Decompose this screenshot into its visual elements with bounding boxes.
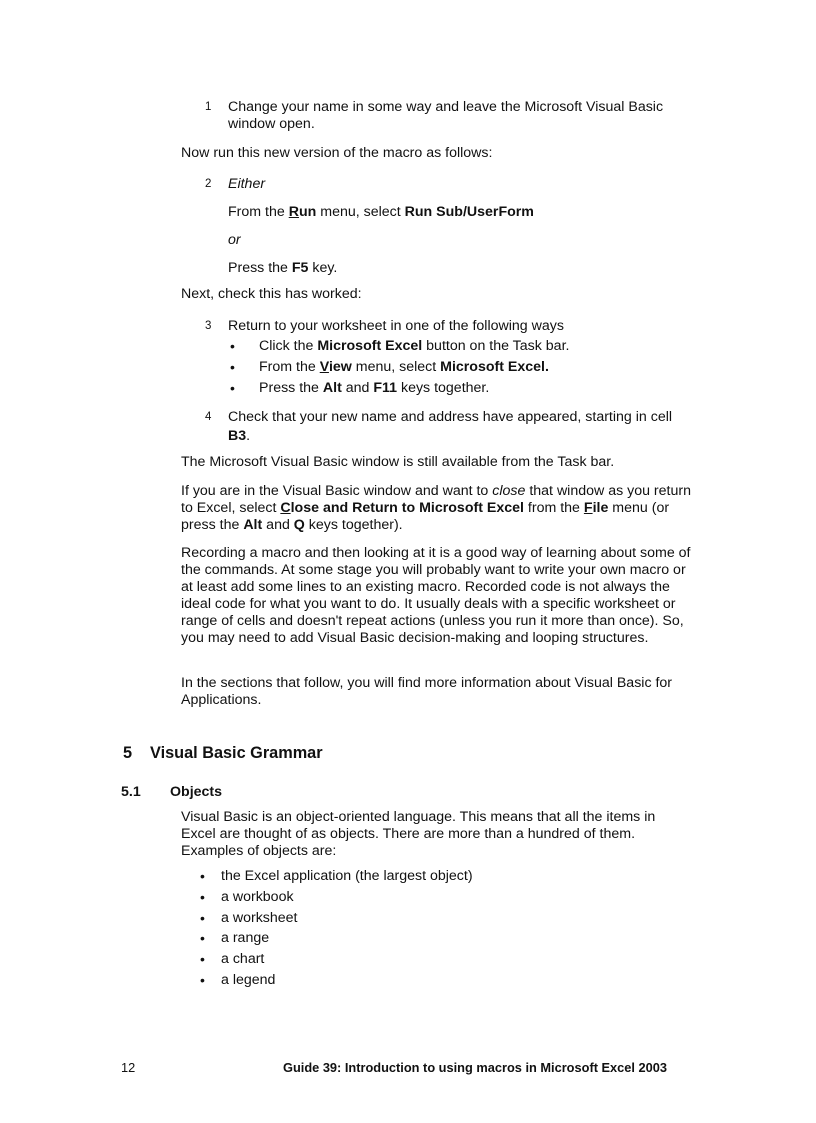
text-run: key. — [308, 260, 338, 276]
list-item: a legend — [221, 972, 276, 988]
step-number: 4 — [205, 411, 212, 423]
text-run: menu, select — [316, 204, 405, 220]
subsection-number: 5.1 — [121, 784, 141, 800]
text-run: From the — [228, 204, 289, 220]
text-run: menu, select — [351, 359, 441, 375]
sections-paragraph: In the sections that follow, you will find more information about Visual Basic for Applications. — [181, 675, 673, 708]
text-run: Click the — [259, 338, 318, 354]
check-intro: Next, check this has worked: — [181, 286, 362, 302]
menu-name: un — [298, 204, 317, 220]
bullet: • — [230, 380, 235, 396]
bullet: • — [230, 359, 235, 375]
text-run: Check that your new name and address have appeared, starting in cell — [228, 409, 673, 425]
button-name: Microsoft Excel — [317, 338, 423, 354]
text-run: from the — [523, 500, 584, 516]
cell-ref: B3 — [228, 428, 247, 444]
step-3-text: Return to your worksheet in one of the following ways — [228, 318, 564, 334]
bullet: • — [200, 889, 205, 905]
text-run: button on the Task bar. — [422, 338, 570, 354]
bullet: • — [230, 338, 235, 354]
menu-mnemonic: C — [280, 500, 291, 516]
bullet: • — [200, 951, 205, 967]
page-number: 12 — [121, 1060, 136, 1075]
step-number: 3 — [205, 320, 212, 332]
emphasis: close — [492, 483, 526, 499]
subsection-title: Objects — [170, 784, 223, 800]
bullet: • — [200, 868, 205, 884]
list-item: a range — [221, 930, 270, 946]
menu-name: ile — [592, 500, 609, 516]
key-name: F11 — [373, 380, 398, 396]
step-3-bullet-3 — [259, 380, 489, 397]
list-item: the Excel application (the largest object) — [221, 868, 473, 884]
key-name: Alt — [322, 380, 342, 396]
command-name: lose and Return to Microsoft Excel — [290, 500, 524, 516]
text-run: and — [262, 517, 294, 533]
step-4-text — [228, 408, 688, 446]
objects-paragraph: Visual Basic is an object-oriented language. This means that all the items in Excel are thought of as objects. There are more than a hundred of them. Examples of objects are: — [181, 809, 656, 859]
step-2-key-line — [228, 260, 337, 277]
menu-mnemonic: R — [288, 204, 299, 220]
list-item: a workbook — [221, 889, 294, 905]
or-label: or — [228, 232, 241, 248]
text-run: that window as you return to Excel, select — [181, 483, 691, 516]
step-2-run-line — [228, 204, 534, 221]
footer-title: Guide 39: Introduction to using macros in Microsoft Excel 2003 — [283, 1060, 667, 1075]
text-run: If you are in the Visual Basic window and want to — [181, 483, 493, 499]
text-run: keys together. — [397, 380, 490, 396]
text-run: menu (or press the — [181, 500, 670, 533]
bullet: • — [200, 930, 205, 946]
step-1-text: Change your name in some way and leave the Microsoft Visual Basic window open. — [228, 99, 664, 132]
key-name: F5 — [291, 260, 309, 276]
recording-paragraph: Recording a macro and then looking at it is a good way of learning about some of the commands. At some stage you will probably want to write your own macro or at least add some lines to an existing macro. Recorded code is not always the ideal code for what you want to do. It usually deals with a specific worksheet or range of cells and doesn't repeat actions (unless you run it more than once). So, you may need to add Visual Basic decision-making and looping structures. — [181, 545, 691, 646]
menu-mnemonic: V — [319, 359, 329, 375]
taskbar-paragraph: The Microsoft Visual Basic window is still available from the Task bar. — [181, 454, 615, 470]
section-number: 5 — [123, 744, 133, 762]
list-item: a worksheet — [221, 910, 298, 926]
text-run: Press the — [228, 260, 292, 276]
step-3-bullet-2 — [259, 359, 549, 376]
list-item: a chart — [221, 951, 265, 967]
text-run: and — [341, 380, 374, 396]
step-number: 1 — [205, 101, 212, 113]
menu-mnemonic: F — [583, 500, 593, 516]
command-name: Microsoft Excel. — [440, 359, 549, 375]
text-run: Press the — [259, 380, 323, 396]
either-label: Either — [228, 176, 266, 192]
key-name: Alt — [243, 517, 263, 533]
key-name: Q — [293, 517, 305, 533]
bullet: • — [200, 910, 205, 926]
text-run: . — [246, 428, 251, 444]
text-run: From the — [259, 359, 320, 375]
bullet: • — [200, 972, 205, 988]
step-3-bullet-1 — [259, 338, 569, 355]
run-intro: Now run this new version of the macro as follows: — [181, 145, 493, 161]
text-run: keys together). — [304, 517, 403, 533]
close-paragraph — [181, 483, 691, 534]
section-title: Visual Basic Grammar — [150, 744, 323, 762]
command-name: Run Sub/UserForm — [404, 204, 534, 220]
step-number: 2 — [205, 178, 212, 190]
menu-name: iew — [328, 359, 352, 375]
